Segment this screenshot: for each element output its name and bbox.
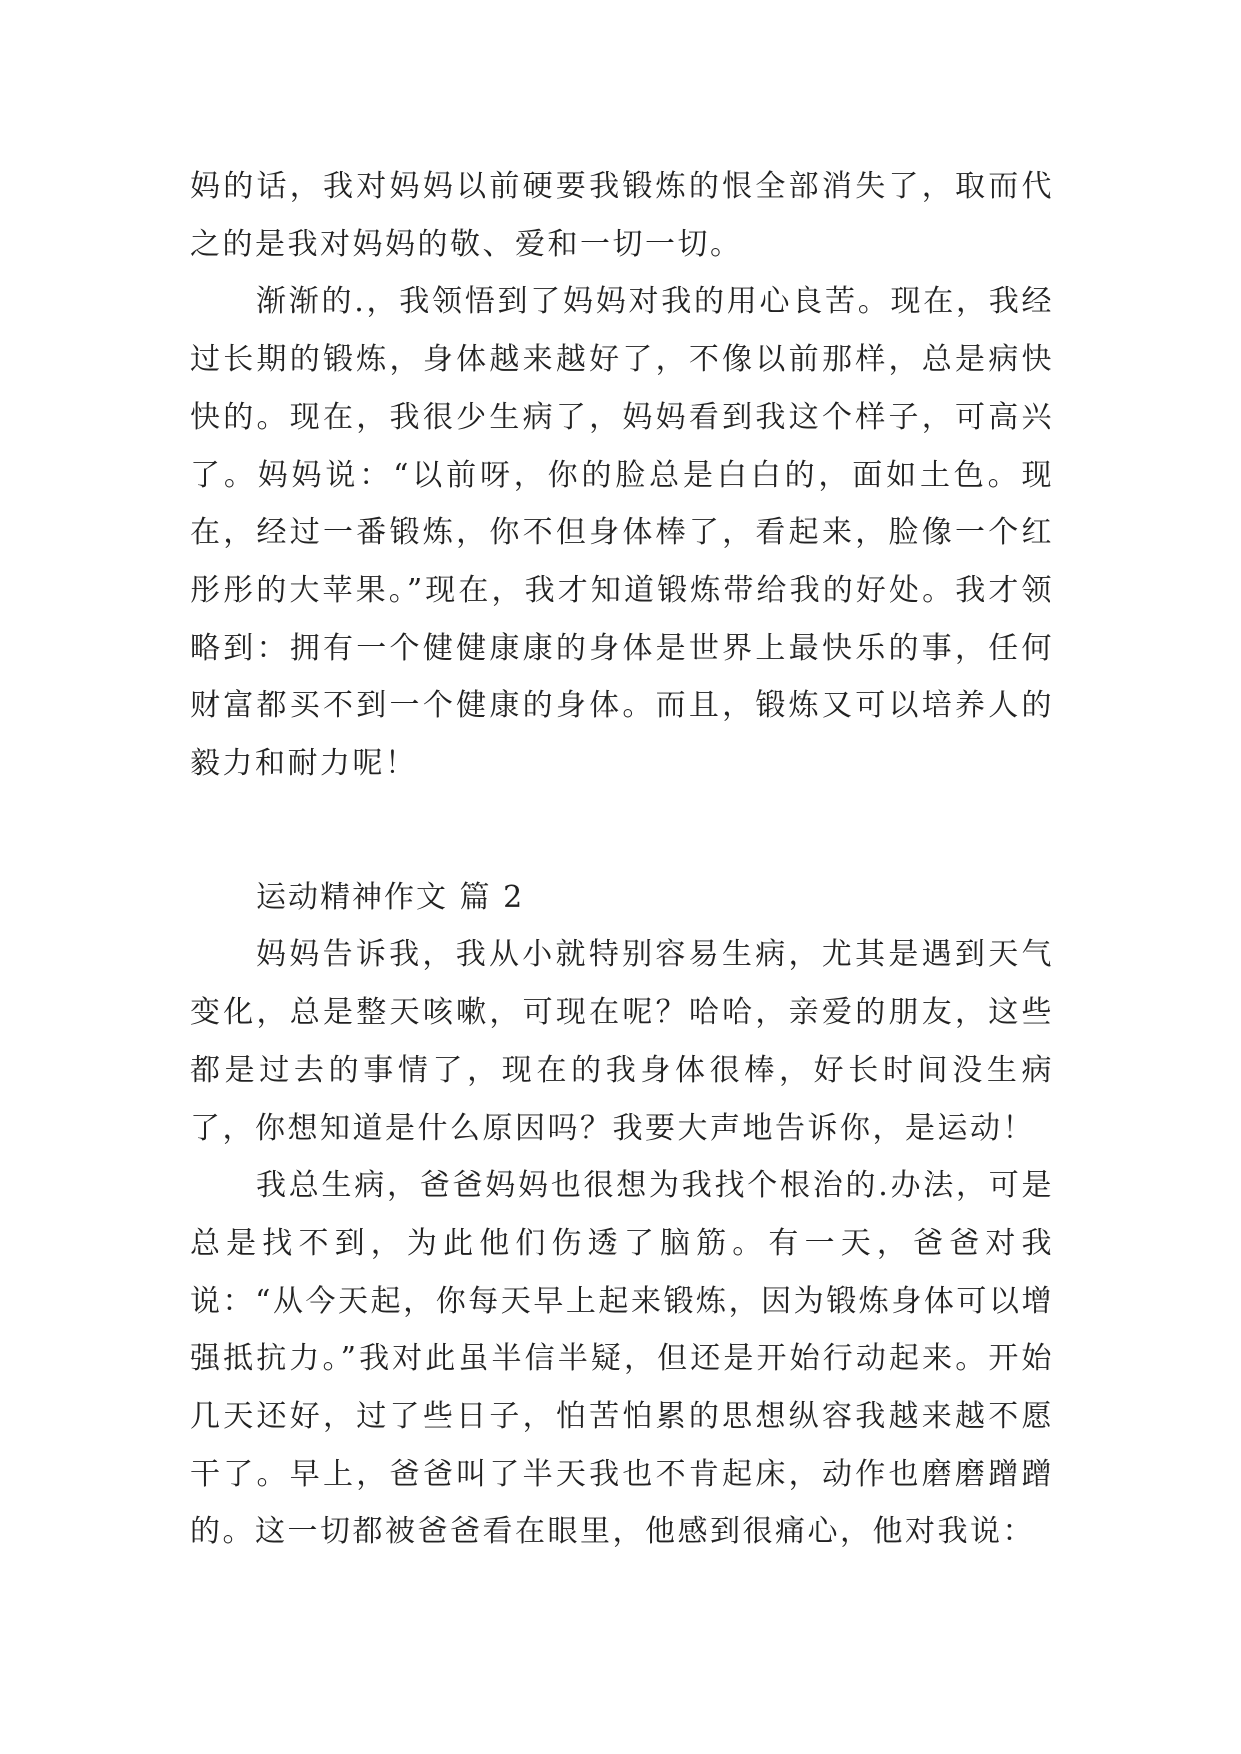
section-gap (190, 793, 1054, 869)
paragraph: 妈妈告诉我，我从小就特别容易生病，尤其是遇到天气变化，总是整天咳嗽，可现在呢？哈哈，亲爱的朋友，这些都是过去的事情了，现在的我身体很棒，好长时间没生病了，你想知道是什么原因吗？我要大声地告诉你，是运动！ (190, 937, 1054, 1146)
section-heading: 运动精神作文 篇 2 (256, 879, 525, 915)
paragraph-continued: 妈的话，我对妈妈以前硬要我锻炼的恨全部消失了，取而代之的是我对妈妈的敬、爱和一切一切。 (190, 169, 1054, 262)
paragraph: 渐渐的.，我领悟到了妈妈对我的用心良苦。现在，我经过长期的锻炼，身体越来越好了，不像以前那样，总是病快快的。现在，我很少生病了，妈妈看到我这个样子，可高兴了。妈妈说：“以前呀，你的脸总是白白的，面如土色。现在，经过一番锻炼，你不但身体棒了，看起来，脸像一个红彤彤的大苹果。”现在，我才知道锻炼带给我的好处。我才领略到：拥有一个健健康康的身体是世界上最快乐的事，任何财富都买不到一个健康的身体。而且，锻炼又可以培养人的毅力和耐力呢！ (190, 284, 1054, 782)
paragraph: 我总生病，爸爸妈妈也很想为我找个根治的.办法，可是总是找不到，为此他们伤透了脑筋。有一天，爸爸对我说：“从今天起，你每天早上起来锻炼，因为锻炼身体可以增强抵抗力。”我对此虽半信半疑，但还是开始行动起来。开始几天还好，过了些日子，怕苦怕累的思想纵容我越来越不愿干了。早上，爸爸叫了半天我也不肯起床，动作也磨磨蹭蹭的。这一切都被爸爸看在眼里，他感到很痛心，他对我说： (190, 1168, 1054, 1550)
document-body (190, 158, 1054, 1561)
